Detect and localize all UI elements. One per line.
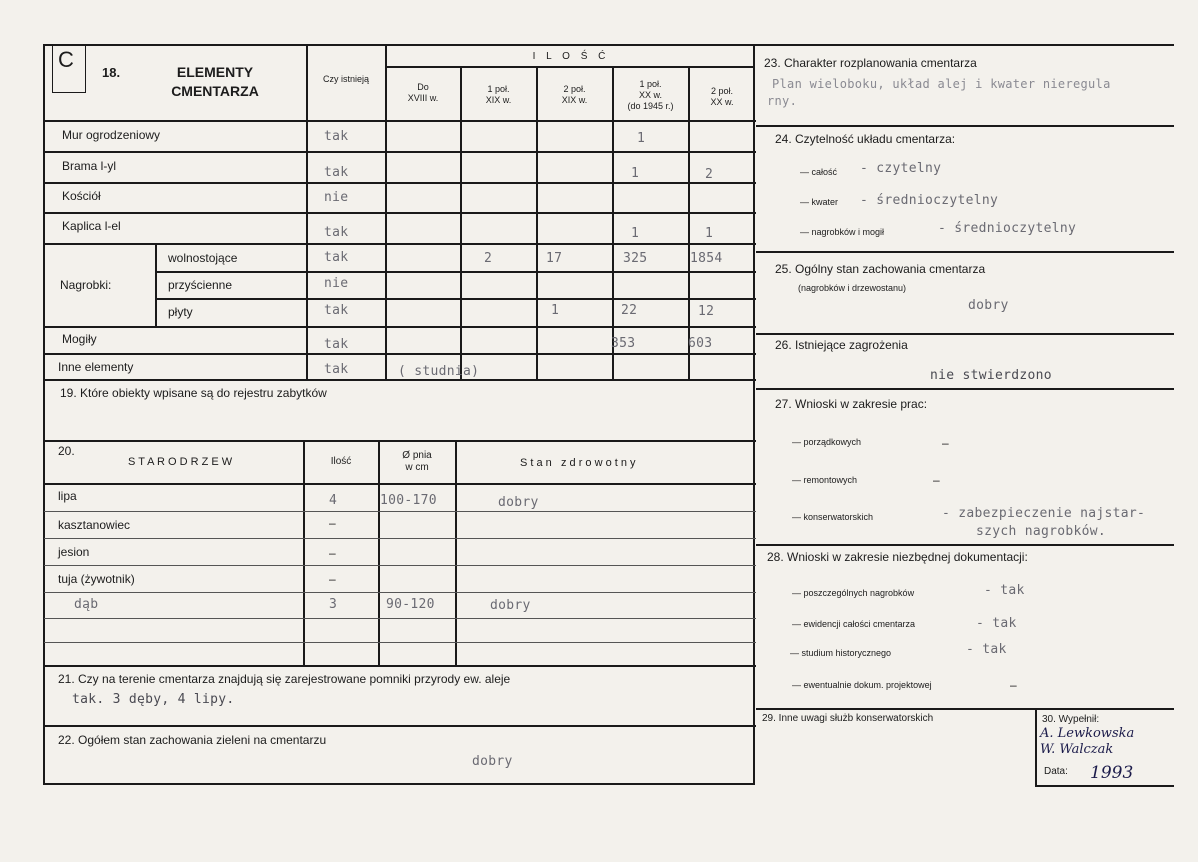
s18-title-line1: ELEMENTY [176,64,254,80]
period-1: Do XVIII w. [407,82,439,103]
s18-row-label: Kościół [62,189,101,203]
s24-item-label: — kwater [800,197,839,207]
s25-sub: (nagrobków i drzewostanu) [798,283,907,293]
s18-row-label: Mogiły [62,332,97,346]
s24-item-label: — nagrobków i mogił [800,227,885,237]
s18-row-line [44,326,756,328]
s21-answer: tak. 3 dęby, 4 lipy. [72,692,235,707]
s24-item-label: — całość [800,167,838,177]
s18-col-line [460,66,462,380]
s24-bottom [756,251,1174,253]
s18-nagrobki-line [155,243,157,326]
s24-item-value: - czytelny [860,161,942,176]
s18-row-label: Kaplica l-el [62,219,121,233]
s18-row-label: Inne elementy [58,360,134,374]
s18-row-line [44,182,756,184]
s18-row-line [155,298,756,300]
tree-name-handtyped: dąb [74,597,99,612]
s18-row-label: przyścienne [168,278,233,292]
s30-bottom [1035,785,1174,787]
s18-value: 1 [637,131,646,146]
s20-col-line [303,440,305,665]
s18-row-line [44,353,756,355]
s18-number: 18. [102,65,121,80]
s18-exists: tak [324,129,349,144]
s26-value: nie stwierdzono [930,368,1052,383]
s18-title-line2: CMENTARZA [171,83,259,99]
s18-value: 17 [546,251,563,266]
s18-value: 1 [631,226,640,241]
s28-item-label: — ewentualnie dokum. projektowej [792,680,932,690]
s18-value: 2 [484,251,493,266]
tree-qty: – [329,546,336,560]
s21-bottom [44,725,756,727]
s20-row-line [44,483,756,485]
tree-qty: 3 [329,597,338,612]
tree-health: dobry [498,495,539,510]
s30-date-value: 1993 [1090,763,1134,783]
frame-top [44,44,1174,46]
s18-col-line [688,66,690,380]
s18-value: 1 [631,166,640,181]
period-2: 1 poł. XIX w. [485,84,512,105]
tree-name: kasztanowiec [58,518,131,532]
tree-health: dobry [490,598,531,613]
s28-item-label: — poszczególnych nagrobków [792,588,915,598]
s20-col-line [455,440,457,665]
s28-item-label: — ewidencji całości cmentarza [792,619,916,629]
s27-item-value: - zabezpieczenie najstar- [942,506,1146,521]
s25-label: 25. Ogólny stan zachowania cmentarza [775,262,986,276]
s18-row-label: Mur ogrodzeniowy [62,128,161,142]
s18-value: 1854 [690,251,723,266]
s18-value: 12 [698,304,715,319]
s24-item-value: - średnioczytelny [860,193,999,208]
section-letter: C [58,47,74,72]
s28-bottom [756,708,1174,710]
s30-signature: W. Walczak [1040,742,1114,757]
s29-label: 29. Inne uwagi służb konserwatorskich [762,713,934,724]
s28-item-value: - tak [966,642,1007,657]
s20-col-health: S t a n z d r o w o t n y [520,457,636,469]
s20-row-line [44,618,756,619]
s26-label: 26. Istniejące zagrożenia [775,338,908,352]
s26-bottom [756,388,1174,390]
s18-exists: nie [324,276,349,291]
s30-date-label: Data: [1044,766,1068,777]
s27-bottom [756,544,1174,546]
tree-name: jesion [58,545,90,559]
s18-row-line [44,212,756,214]
s20-row-line [44,565,756,566]
s20-col-diam: Ø pnia w cm [402,450,432,473]
s18-exists: tak [324,303,349,318]
period-5: 2 poł. XX w. [710,86,734,107]
s18-bottom [44,379,756,381]
s18-exists: tak [324,250,349,265]
tree-qty: – [329,516,336,530]
s30-signature: A. Lewkowska [1040,726,1135,741]
s24-label: 24. Czytelność układu cmentarza: [775,132,956,146]
s18-ilosc-line [385,66,755,68]
s28-item-value: - tak [976,616,1017,631]
period-4: 1 poł. XX w. (do 1945 r.) [627,79,674,111]
s18-value: 353 [611,336,636,351]
tree-qty: 4 [329,493,338,508]
tree-diam: 90-120 [386,597,435,612]
s18-exists: tak [324,337,349,352]
s24-item-value: - średnioczytelny [938,221,1077,236]
s22-answer: dobry [472,754,513,769]
s18-col-line [612,66,614,380]
s27-label: 27. Wnioski w zakresie prac: [775,397,928,411]
s18-col-line [536,66,538,380]
s23-label: 23. Charakter rozplanowania cmentarza [764,56,977,70]
s27-item-label: — porządkowych [792,437,862,447]
s23-line2: rny. [767,94,798,108]
s18-col-exists: Czy istnieją [322,74,369,84]
s27-item-label: — remontowych [792,475,858,485]
s20-title: S T A R O D R Z E W [128,456,233,468]
s18-row-label: płyty [168,305,193,319]
s18-row-label: wolnostojące [168,251,238,265]
s23-bottom [756,125,1174,127]
s20-number: 20. [58,444,75,458]
s18-value: 1 [705,226,714,241]
s27-item-label: — konserwatorskich [792,512,874,522]
frame-divider [753,44,755,785]
s29-divider [1035,708,1037,786]
s18-value: 325 [623,251,648,266]
frame-left [43,44,45,785]
s27-item-value: – [942,436,949,450]
tree-qty: – [329,572,336,586]
s28-item-value: - tak [984,583,1025,598]
s18-row-line [44,151,756,153]
s18-row-label: Brama l-yl [62,159,117,173]
s27-item-value: – [933,473,940,487]
s18-row-line [44,243,756,245]
tree-diam: 100-170 [380,493,437,508]
frame-bottom [44,783,754,785]
s18-value: 22 [621,303,638,318]
s18-value: 2 [705,167,714,182]
s20-row-line [44,511,756,512]
tree-name: tuja (żywotnik) [58,572,135,586]
s18-value: 603 [688,336,713,351]
s20-row-line [44,642,756,643]
tree-name: lipa [58,489,77,503]
s23-line1: Plan wieloboku, układ alej i kwater nieregula [772,77,1111,91]
s20-row-line [44,592,756,593]
s20-col-qty: Ilość [330,456,352,467]
s25-bottom [756,333,1174,335]
s22-label: 22. Ogółem stan zachowania zieleni na cmentarzu [58,733,327,747]
s30-label: 30. Wypełnił: [1042,714,1100,725]
period-3: 2 poł. XIX w. [561,84,588,105]
s18-row-line [155,271,756,273]
nagrobki-label: Nagrobki: [60,278,112,292]
s27-item-value2: szych nagrobków. [976,524,1107,539]
s18-exists: tak [324,165,349,180]
s28-label: 28. Wnioski w zakresie niezbędnej dokumentacji: [767,550,1028,564]
s20-bottom [44,665,756,667]
s28-item-value: – [1010,678,1017,692]
s18-exists: nie [324,190,349,205]
s18-ilosc-header: I L O Ś Ć [532,51,610,62]
s18-header-bottom [44,120,756,122]
s28-item-label: — studium historycznego [790,648,892,658]
s25-value: dobry [968,298,1009,313]
s21-label: 21. Czy na terenie cmentarza znajdują się zarejestrowane pomniki przyrody ew. aleje [58,672,511,686]
s19-label: 19. Które obiekty wpisane są do rejestru zabytków [60,386,327,400]
s20-row-line [44,538,756,539]
s19-bottom [44,440,756,442]
s18-exists: tak [324,362,349,377]
s18-exists: tak [324,225,349,240]
s18-value-studnia: ( studnia) [398,364,480,379]
s18-value: 1 [551,303,560,318]
